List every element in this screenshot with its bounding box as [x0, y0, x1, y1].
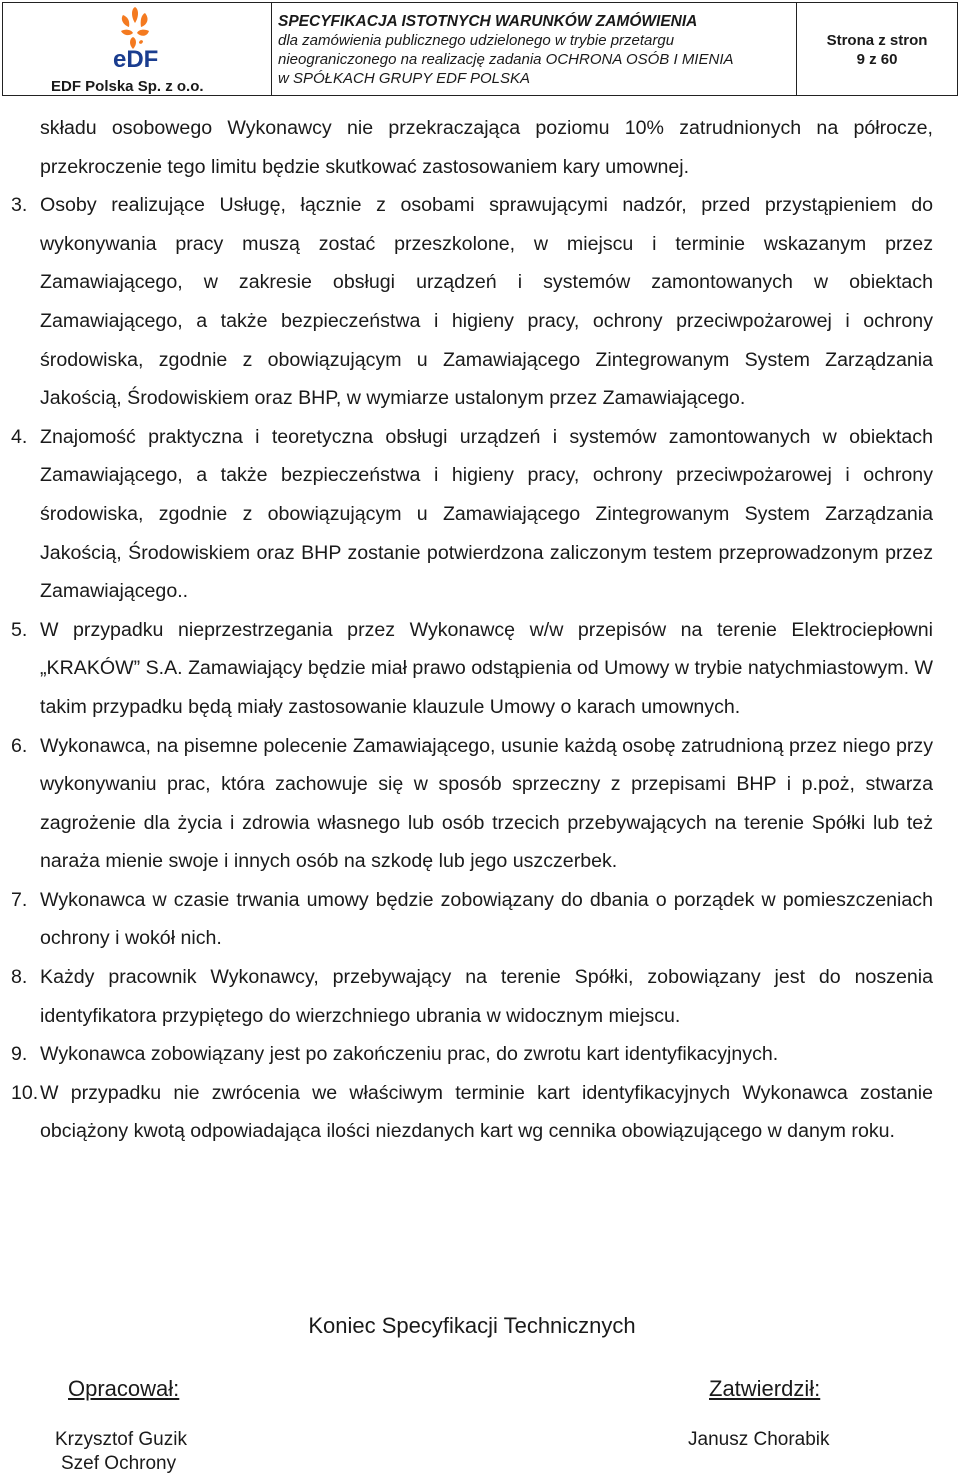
approved-by-label: Zatwierdził: — [709, 1376, 821, 1401]
document-subtitle-line: nieograniczonego na realizację zadania OCHRONA OSÓB I MIENIA — [278, 51, 734, 68]
list-item — [11, 418, 933, 611]
list-item-number: 3. — [11, 194, 28, 217]
document-body — [11, 109, 933, 1151]
list-item — [11, 186, 933, 418]
list-item-number: 9. — [11, 1043, 28, 1066]
preparer-name: Krzysztof Guzik — [55, 1429, 187, 1450]
list-item-text: W przypadku nieprzestrzegania przez Wykonawcę w/w przepisów na terenie Elektrociepłowni „KRAKÓW” S.A. Zamawiający będzie miał prawo odstąpienia od Umowy w trybie natychmiastowym. W takim przypadku będą miały zastosowanie klauzule Umowy o karach umownych. — [40, 618, 933, 718]
list-item-number: 5. — [11, 618, 28, 641]
logo-cell — [3, 3, 272, 95]
approver-name: Janusz Chorabik — [688, 1429, 830, 1450]
page-header — [2, 2, 958, 96]
list-item-number: 6. — [11, 734, 28, 757]
list-item-number: 10. — [11, 1081, 39, 1104]
list-item-number: 4. — [11, 425, 28, 448]
list-item-text: Osoby realizujące Usługę, łącznie z osobami sprawującymi nadzór, przed przystąpieniem do wykonywania pracy muszą zostać przeszkolone, w miejscu i terminie wskazanym przez Zamawiającego, w zakresie obsługi urządzeń i systemów zamontowanych w obiektach Zamawiającego, a także bezpieczeństwa i higieny pracy, ochrony przeciwpożarowej i ochrony środowiska, zgodnie z obowiązującym u Zamawiającego Zintegrowanym System Zarządzania Jakością, Środowiskiem oraz BHP, w wymiarze ustalonym przez Zamawiającego. — [40, 194, 933, 410]
list-item-text: W przypadku nie zwrócenia we właściwym terminie kart identyfikacyjnych Wykonawca zostanie obciążony kwotą odpowiadająca ilości niezdanych kart wg cennika obowiązującego w danym roku. — [40, 1081, 933, 1143]
list-item-text: Każdy pracownik Wykonawcy, przebywający na terenie Spółki, zobowiązany jest do noszenia identyfikatora przypiętego do wierzchniego ubrania w widocznym miejscu. — [40, 966, 933, 1027]
prepared-by-label: Opracował: — [68, 1376, 180, 1401]
list-item-number: 7. — [11, 888, 28, 911]
list-item-text: Wykonawca zobowiązany jest po zakończeniu prac, do zwrotu kart identyfikacyjnych. — [40, 1043, 779, 1066]
page-number-cell — [797, 3, 957, 95]
continuation-paragraph: składu osobowego Wykonawcy nie przekraczająca poziomu 10% zatrudnionych na półrocze, przekroczenie tego limitu będzie skutkować zastosowaniem kary umownej. — [40, 117, 933, 178]
list-item — [11, 611, 933, 727]
list-item — [11, 727, 933, 881]
list-item-number: 8. — [11, 966, 28, 989]
document-title: SPECYFIKACJA ISTOTNYCH WARUNKÓW ZAMÓWIENIA — [278, 13, 698, 30]
document-subtitle-line: dla zamówienia publicznego udzielonego w trybie przetargu — [278, 32, 675, 49]
list-item-text: Wykonawca, na pisemne polecenie Zamawiającego, usunie każdą osobę zatrudnioną przez niego przy wykonywaniu prac, która zachowuje się w sposób sprzeczny z przepisami BHP i p.poż, stwarza zagrożenie dla życia i zdrowia własnego lub osób trzecich przebywających na terenie Spółki lub też naraża mienie swoje i innych osób na szkodę lub jego uszczerbek. — [40, 734, 933, 873]
edf-logo-icon — [87, 5, 187, 71]
list-item-text: Znajomość praktyczna i teoretyczna obsługi urządzeń i systemów zamontowanych w obiektach Zamawiającego, a także bezpieczeństwa i higieny pracy, ochrony przeciwpożarowej i ochrony środowiska, zgodnie z obowiązującym u Zamawiającego Zintegrowanym System Zarządzania Jakością, Środowiskiem oraz BHP zostanie potwierdzona zaliczonym testem przeprowadzonym przez Zamawiającego.. — [40, 425, 933, 603]
preparer-role: Szef Ochrony — [61, 1453, 177, 1474]
list-item — [11, 1074, 933, 1151]
company-name: EDF Polska Sp. z o.o. — [51, 78, 204, 95]
list-item — [11, 1035, 933, 1074]
document-subtitle-line: w SPÓŁKACH GRUPY EDF POLSKA — [278, 70, 531, 87]
page-label: Strona z stron — [826, 32, 928, 49]
list-item — [11, 958, 933, 1035]
svg-text:eDF: eDF — [113, 46, 159, 71]
document-title-cell — [272, 3, 797, 95]
list-item — [11, 881, 933, 958]
page-number: 9 z 60 — [856, 51, 898, 68]
end-of-specification-title: Koniec Specyfikacji Technicznych — [308, 1313, 636, 1338]
list-item-text: Wykonawca w czasie trwania umowy będzie zobowiązany do dbania o porządek w pomieszczeniach ochrony i wokół nich. — [40, 888, 933, 950]
